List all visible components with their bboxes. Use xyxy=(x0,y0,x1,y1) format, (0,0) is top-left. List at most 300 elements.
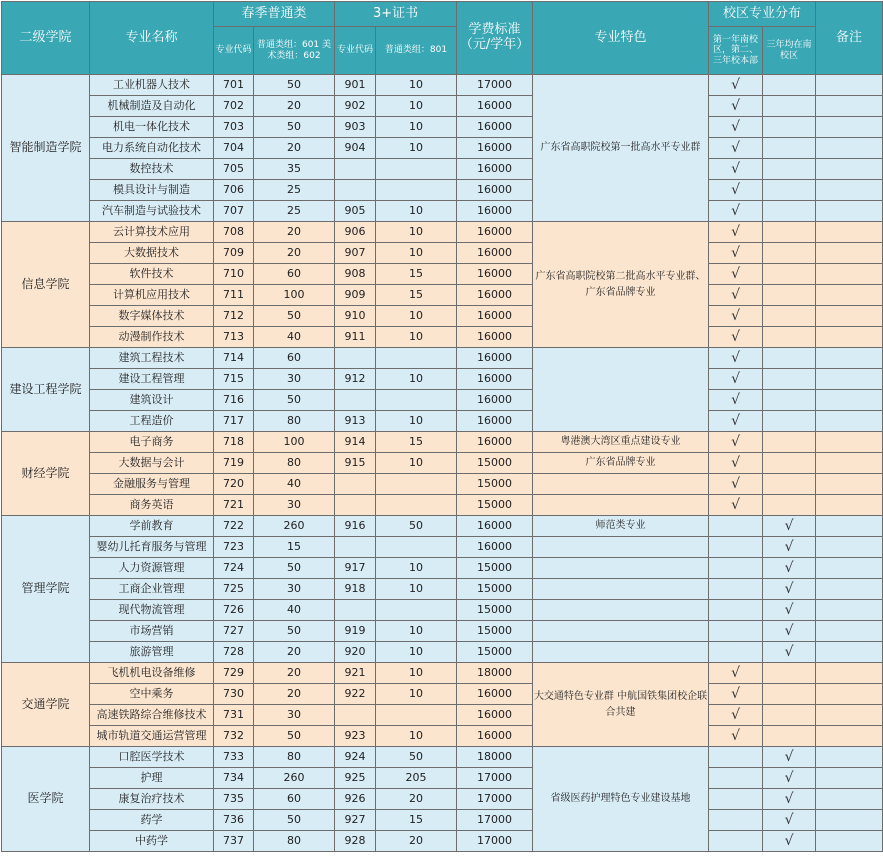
fee-cell: 17000 xyxy=(457,810,533,831)
quota-cell: 50 xyxy=(254,117,335,138)
check-all-south-cell xyxy=(763,726,816,747)
code-cell: 735 xyxy=(214,789,254,810)
cert-quota-cell xyxy=(376,390,457,411)
cert-quota-cell: 15 xyxy=(376,285,457,306)
feature-cell: 广东省高职院校第二批高水平专业群、广东省品牌专业 xyxy=(533,222,709,348)
cert-quota-cell xyxy=(376,474,457,495)
check-all-south-cell xyxy=(763,327,816,348)
remark-cell xyxy=(816,789,883,810)
check-south-cell xyxy=(709,747,763,768)
quota-cell: 80 xyxy=(254,453,335,474)
check-all-south-cell xyxy=(763,117,816,138)
cert-code-cell: 925 xyxy=(335,768,376,789)
code-cell: 726 xyxy=(214,600,254,621)
check-south-cell: √ xyxy=(709,327,763,348)
check-south-cell: √ xyxy=(709,684,763,705)
major-cell: 软件技术 xyxy=(90,264,214,285)
fee-cell: 16000 xyxy=(457,348,533,369)
major-cell: 工业机器人技术 xyxy=(90,75,214,96)
check-south-cell: √ xyxy=(709,117,763,138)
major-cell: 大数据与会计 xyxy=(90,453,214,474)
cert-code-cell xyxy=(335,474,376,495)
quota-cell: 40 xyxy=(254,600,335,621)
feature-cell xyxy=(533,474,709,495)
major-cell: 汽车制造与试验技术 xyxy=(90,201,214,222)
remark-cell xyxy=(816,222,883,243)
fee-cell: 16000 xyxy=(457,390,533,411)
quota-cell: 20 xyxy=(254,663,335,684)
check-south-cell: √ xyxy=(709,432,763,453)
remark-cell xyxy=(816,96,883,117)
remark-cell xyxy=(816,747,883,768)
quota-cell: 50 xyxy=(254,306,335,327)
header-campus: 校区专业分布 xyxy=(709,2,816,27)
major-cell: 商务英语 xyxy=(90,495,214,516)
fee-cell: 16000 xyxy=(457,243,533,264)
major-cell: 现代物流管理 xyxy=(90,600,214,621)
quota-cell: 40 xyxy=(254,474,335,495)
cert-quota-cell: 10 xyxy=(376,411,457,432)
quota-cell: 20 xyxy=(254,222,335,243)
major-cell: 药学 xyxy=(90,810,214,831)
check-all-south-cell xyxy=(763,705,816,726)
check-south-cell xyxy=(709,516,763,537)
cert-quota-cell: 10 xyxy=(376,117,457,138)
cert-code-cell: 916 xyxy=(335,516,376,537)
remark-cell xyxy=(816,348,883,369)
quota-cell: 20 xyxy=(254,243,335,264)
remark-cell xyxy=(816,201,883,222)
quota-cell: 50 xyxy=(254,810,335,831)
quota-cell: 30 xyxy=(254,369,335,390)
quota-cell: 20 xyxy=(254,684,335,705)
fee-cell: 15000 xyxy=(457,453,533,474)
code-cell: 734 xyxy=(214,768,254,789)
quota-cell: 80 xyxy=(254,747,335,768)
college-cell: 交通学院 xyxy=(2,663,90,747)
college-cell: 智能制造学院 xyxy=(2,75,90,222)
quota-cell: 60 xyxy=(254,348,335,369)
quota-cell: 25 xyxy=(254,180,335,201)
cert-code-cell xyxy=(335,390,376,411)
fee-cell: 16000 xyxy=(457,726,533,747)
check-south-cell: √ xyxy=(709,180,763,201)
code-cell: 705 xyxy=(214,159,254,180)
quota-cell: 100 xyxy=(254,285,335,306)
code-cell: 716 xyxy=(214,390,254,411)
college-cell: 医学院 xyxy=(2,747,90,852)
remark-cell xyxy=(816,306,883,327)
check-all-south-cell: √ xyxy=(763,558,816,579)
check-all-south-cell: √ xyxy=(763,768,816,789)
header-remark: 备注 xyxy=(816,2,883,75)
major-cell: 电子商务 xyxy=(90,432,214,453)
check-south-cell: √ xyxy=(709,495,763,516)
fee-cell: 18000 xyxy=(457,663,533,684)
check-all-south-cell xyxy=(763,264,816,285)
quota-cell: 50 xyxy=(254,726,335,747)
check-south-cell: √ xyxy=(709,705,763,726)
fee-cell: 16000 xyxy=(457,327,533,348)
fee-cell: 16000 xyxy=(457,432,533,453)
feature-cell xyxy=(533,495,709,516)
code-cell: 721 xyxy=(214,495,254,516)
check-all-south-cell xyxy=(763,222,816,243)
major-cell: 口腔医学技术 xyxy=(90,747,214,768)
feature-cell: 广东省高职院校第一批高水平专业群 xyxy=(533,75,709,222)
check-south-cell: √ xyxy=(709,348,763,369)
major-cell: 人力资源管理 xyxy=(90,558,214,579)
quota-cell: 100 xyxy=(254,432,335,453)
check-south-cell xyxy=(709,621,763,642)
cert-quota-cell: 10 xyxy=(376,558,457,579)
check-all-south-cell: √ xyxy=(763,642,816,663)
check-south-cell: √ xyxy=(709,285,763,306)
cert-code-cell: 918 xyxy=(335,579,376,600)
quota-cell: 40 xyxy=(254,327,335,348)
cert-quota-cell: 10 xyxy=(376,222,457,243)
cert-quota-cell: 10 xyxy=(376,201,457,222)
major-cell: 旅游管理 xyxy=(90,642,214,663)
remark-cell xyxy=(816,579,883,600)
cert-quota-cell: 205 xyxy=(376,768,457,789)
cert-code-cell: 923 xyxy=(335,726,376,747)
feature-cell xyxy=(533,621,709,642)
cert-quota-cell: 10 xyxy=(376,138,457,159)
cert-quota-cell xyxy=(376,705,457,726)
feature-cell xyxy=(533,642,709,663)
header-campus-all-south: 三年均在南校区 xyxy=(763,27,816,75)
major-cell: 金融服务与管理 xyxy=(90,474,214,495)
fee-cell: 17000 xyxy=(457,768,533,789)
quota-cell: 20 xyxy=(254,642,335,663)
check-all-south-cell: √ xyxy=(763,579,816,600)
remark-cell xyxy=(816,285,883,306)
feature-cell xyxy=(533,348,709,432)
cert-code-cell: 926 xyxy=(335,789,376,810)
code-cell: 727 xyxy=(214,621,254,642)
check-all-south-cell: √ xyxy=(763,516,816,537)
check-all-south-cell xyxy=(763,180,816,201)
check-south-cell: √ xyxy=(709,411,763,432)
header-fee: 学费标准（元/学年） xyxy=(457,2,533,75)
check-south-cell: √ xyxy=(709,369,763,390)
cert-quota-cell: 15 xyxy=(376,264,457,285)
cert-quota-cell xyxy=(376,537,457,558)
check-all-south-cell xyxy=(763,390,816,411)
quota-cell: 60 xyxy=(254,264,335,285)
code-cell: 712 xyxy=(214,306,254,327)
cert-code-cell: 903 xyxy=(335,117,376,138)
code-cell: 722 xyxy=(214,516,254,537)
remark-cell xyxy=(816,327,883,348)
cert-quota-cell: 20 xyxy=(376,789,457,810)
cert-quota-cell: 50 xyxy=(376,516,457,537)
major-cell: 机电一体化技术 xyxy=(90,117,214,138)
check-all-south-cell: √ xyxy=(763,600,816,621)
cert-code-cell xyxy=(335,495,376,516)
check-south-cell: √ xyxy=(709,75,763,96)
remark-cell xyxy=(816,726,883,747)
code-cell: 710 xyxy=(214,264,254,285)
fee-cell: 16000 xyxy=(457,369,533,390)
cert-quota-cell: 10 xyxy=(376,96,457,117)
check-all-south-cell: √ xyxy=(763,831,816,852)
check-all-south-cell: √ xyxy=(763,621,816,642)
check-south-cell xyxy=(709,768,763,789)
check-all-south-cell xyxy=(763,348,816,369)
code-cell: 715 xyxy=(214,369,254,390)
fee-cell: 16000 xyxy=(457,96,533,117)
cert-code-cell: 901 xyxy=(335,75,376,96)
cert-quota-cell: 50 xyxy=(376,747,457,768)
college-cell: 信息学院 xyxy=(2,222,90,348)
feature-cell xyxy=(533,579,709,600)
cert-quota-cell: 10 xyxy=(376,306,457,327)
check-all-south-cell xyxy=(763,285,816,306)
cert-code-cell: 917 xyxy=(335,558,376,579)
check-south-cell xyxy=(709,537,763,558)
cert-code-cell: 919 xyxy=(335,621,376,642)
check-all-south-cell: √ xyxy=(763,789,816,810)
remark-cell xyxy=(816,537,883,558)
remark-cell xyxy=(816,684,883,705)
major-cell: 城市轨道交通运营管理 xyxy=(90,726,214,747)
quota-cell: 260 xyxy=(254,516,335,537)
code-cell: 733 xyxy=(214,747,254,768)
check-all-south-cell: √ xyxy=(763,810,816,831)
remark-cell xyxy=(816,705,883,726)
code-cell: 730 xyxy=(214,684,254,705)
cert-code-cell xyxy=(335,159,376,180)
remark-cell xyxy=(816,390,883,411)
check-south-cell: √ xyxy=(709,264,763,285)
cert-code-cell: 913 xyxy=(335,411,376,432)
code-cell: 717 xyxy=(214,411,254,432)
check-all-south-cell xyxy=(763,411,816,432)
remark-cell xyxy=(816,453,883,474)
check-south-cell xyxy=(709,831,763,852)
quota-cell: 80 xyxy=(254,831,335,852)
code-cell: 723 xyxy=(214,537,254,558)
remark-cell xyxy=(816,642,883,663)
remark-cell xyxy=(816,768,883,789)
check-south-cell: √ xyxy=(709,159,763,180)
remark-cell xyxy=(816,558,883,579)
cert-quota-cell xyxy=(376,159,457,180)
quota-cell: 50 xyxy=(254,75,335,96)
cert-quota-cell: 15 xyxy=(376,432,457,453)
fee-cell: 16000 xyxy=(457,306,533,327)
fee-cell: 16000 xyxy=(457,159,533,180)
cert-quota-cell: 10 xyxy=(376,75,457,96)
cert-quota-cell xyxy=(376,348,457,369)
header-cert: 3+证书 xyxy=(335,2,457,27)
fee-cell: 16000 xyxy=(457,537,533,558)
enrollment-plan-table xyxy=(1,1,883,852)
code-cell: 708 xyxy=(214,222,254,243)
major-cell: 婴幼儿托育服务与管理 xyxy=(90,537,214,558)
remark-cell xyxy=(816,810,883,831)
check-south-cell: √ xyxy=(709,306,763,327)
check-south-cell: √ xyxy=(709,726,763,747)
cert-quota-cell: 10 xyxy=(376,726,457,747)
college-cell: 管理学院 xyxy=(2,516,90,663)
check-south-cell: √ xyxy=(709,222,763,243)
check-all-south-cell xyxy=(763,495,816,516)
cert-quota-cell: 10 xyxy=(376,453,457,474)
major-cell: 空中乘务 xyxy=(90,684,214,705)
fee-cell: 16000 xyxy=(457,138,533,159)
major-cell: 机械制造及自动化 xyxy=(90,96,214,117)
fee-cell: 16000 xyxy=(457,222,533,243)
cert-quota-cell: 10 xyxy=(376,663,457,684)
cert-quota-cell xyxy=(376,495,457,516)
major-cell: 大数据技术 xyxy=(90,243,214,264)
major-cell: 学前教育 xyxy=(90,516,214,537)
major-cell: 飞机机电设备维修 xyxy=(90,663,214,684)
major-cell: 康复治疗技术 xyxy=(90,789,214,810)
check-south-cell xyxy=(709,558,763,579)
fee-cell: 17000 xyxy=(457,789,533,810)
cert-code-cell: 907 xyxy=(335,243,376,264)
check-all-south-cell xyxy=(763,453,816,474)
quota-cell: 20 xyxy=(254,96,335,117)
check-south-cell: √ xyxy=(709,96,763,117)
remark-cell xyxy=(816,159,883,180)
code-cell: 714 xyxy=(214,348,254,369)
check-all-south-cell: √ xyxy=(763,537,816,558)
code-cell: 707 xyxy=(214,201,254,222)
code-cell: 724 xyxy=(214,558,254,579)
remark-cell xyxy=(816,831,883,852)
check-south-cell: √ xyxy=(709,453,763,474)
cert-code-cell: 910 xyxy=(335,306,376,327)
quota-cell: 50 xyxy=(254,558,335,579)
cert-quota-cell: 10 xyxy=(376,327,457,348)
cert-code-cell: 921 xyxy=(335,663,376,684)
code-cell: 709 xyxy=(214,243,254,264)
remark-cell xyxy=(816,117,883,138)
major-cell: 建筑设计 xyxy=(90,390,214,411)
quota-cell: 30 xyxy=(254,495,335,516)
quota-cell: 15 xyxy=(254,537,335,558)
remark-cell xyxy=(816,264,883,285)
feature-cell: 广东省品牌专业 xyxy=(533,453,709,474)
quota-cell: 35 xyxy=(254,159,335,180)
check-south-cell xyxy=(709,579,763,600)
fee-cell: 15000 xyxy=(457,642,533,663)
feature-cell xyxy=(533,600,709,621)
code-cell: 711 xyxy=(214,285,254,306)
header-major: 专业名称 xyxy=(90,2,214,75)
major-cell: 工程造价 xyxy=(90,411,214,432)
check-south-cell: √ xyxy=(709,663,763,684)
major-cell: 建筑工程技术 xyxy=(90,348,214,369)
code-cell: 728 xyxy=(214,642,254,663)
check-all-south-cell xyxy=(763,96,816,117)
remark-cell xyxy=(816,663,883,684)
code-cell: 704 xyxy=(214,138,254,159)
cert-code-cell: 902 xyxy=(335,96,376,117)
cert-code-cell: 928 xyxy=(335,831,376,852)
quota-cell: 80 xyxy=(254,411,335,432)
fee-cell: 16000 xyxy=(457,117,533,138)
check-all-south-cell xyxy=(763,75,816,96)
fee-cell: 17000 xyxy=(457,75,533,96)
code-cell: 732 xyxy=(214,726,254,747)
cert-code-cell xyxy=(335,180,376,201)
fee-cell: 16000 xyxy=(457,411,533,432)
check-south-cell: √ xyxy=(709,390,763,411)
code-cell: 731 xyxy=(214,705,254,726)
fee-cell: 15000 xyxy=(457,579,533,600)
header-college: 二级学院 xyxy=(2,2,90,75)
feature-cell xyxy=(533,558,709,579)
check-south-cell xyxy=(709,810,763,831)
quota-cell: 60 xyxy=(254,789,335,810)
cert-quota-cell: 10 xyxy=(376,369,457,390)
major-cell: 云计算技术应用 xyxy=(90,222,214,243)
fee-cell: 15000 xyxy=(457,600,533,621)
major-cell: 动漫制作技术 xyxy=(90,327,214,348)
code-cell: 737 xyxy=(214,831,254,852)
check-all-south-cell xyxy=(763,159,816,180)
cert-code-cell: 911 xyxy=(335,327,376,348)
major-cell: 计算机应用技术 xyxy=(90,285,214,306)
cert-code-cell: 924 xyxy=(335,747,376,768)
cert-quota-cell: 10 xyxy=(376,579,457,600)
check-all-south-cell xyxy=(763,243,816,264)
cert-code-cell: 905 xyxy=(335,201,376,222)
cert-quota-cell: 10 xyxy=(376,243,457,264)
remark-cell xyxy=(816,243,883,264)
feature-cell: 师范类专业 xyxy=(533,516,709,537)
remark-cell xyxy=(816,495,883,516)
fee-cell: 16000 xyxy=(457,285,533,306)
fee-cell: 16000 xyxy=(457,180,533,201)
cert-code-cell: 909 xyxy=(335,285,376,306)
header-cert-code: 专业代码 xyxy=(335,27,376,75)
remark-cell xyxy=(816,516,883,537)
fee-cell: 17000 xyxy=(457,831,533,852)
fee-cell: 16000 xyxy=(457,684,533,705)
check-all-south-cell xyxy=(763,684,816,705)
quota-cell: 50 xyxy=(254,621,335,642)
major-cell: 市场营销 xyxy=(90,621,214,642)
quota-cell: 260 xyxy=(254,768,335,789)
quota-cell: 20 xyxy=(254,138,335,159)
check-south-cell: √ xyxy=(709,138,763,159)
code-cell: 706 xyxy=(214,180,254,201)
remark-cell xyxy=(816,138,883,159)
cert-quota-cell: 10 xyxy=(376,684,457,705)
check-all-south-cell: √ xyxy=(763,747,816,768)
major-cell: 护理 xyxy=(90,768,214,789)
fee-cell: 16000 xyxy=(457,705,533,726)
fee-cell: 16000 xyxy=(457,201,533,222)
cert-quota-cell: 15 xyxy=(376,810,457,831)
cert-code-cell xyxy=(335,348,376,369)
quota-cell: 50 xyxy=(254,390,335,411)
header-feature: 专业特色 xyxy=(533,2,709,75)
cert-code-cell xyxy=(335,537,376,558)
major-cell: 高速铁路综合维修技术 xyxy=(90,705,214,726)
cert-quota-cell xyxy=(376,600,457,621)
cert-quota-cell: 10 xyxy=(376,642,457,663)
quota-cell: 30 xyxy=(254,579,335,600)
cert-code-cell: 915 xyxy=(335,453,376,474)
